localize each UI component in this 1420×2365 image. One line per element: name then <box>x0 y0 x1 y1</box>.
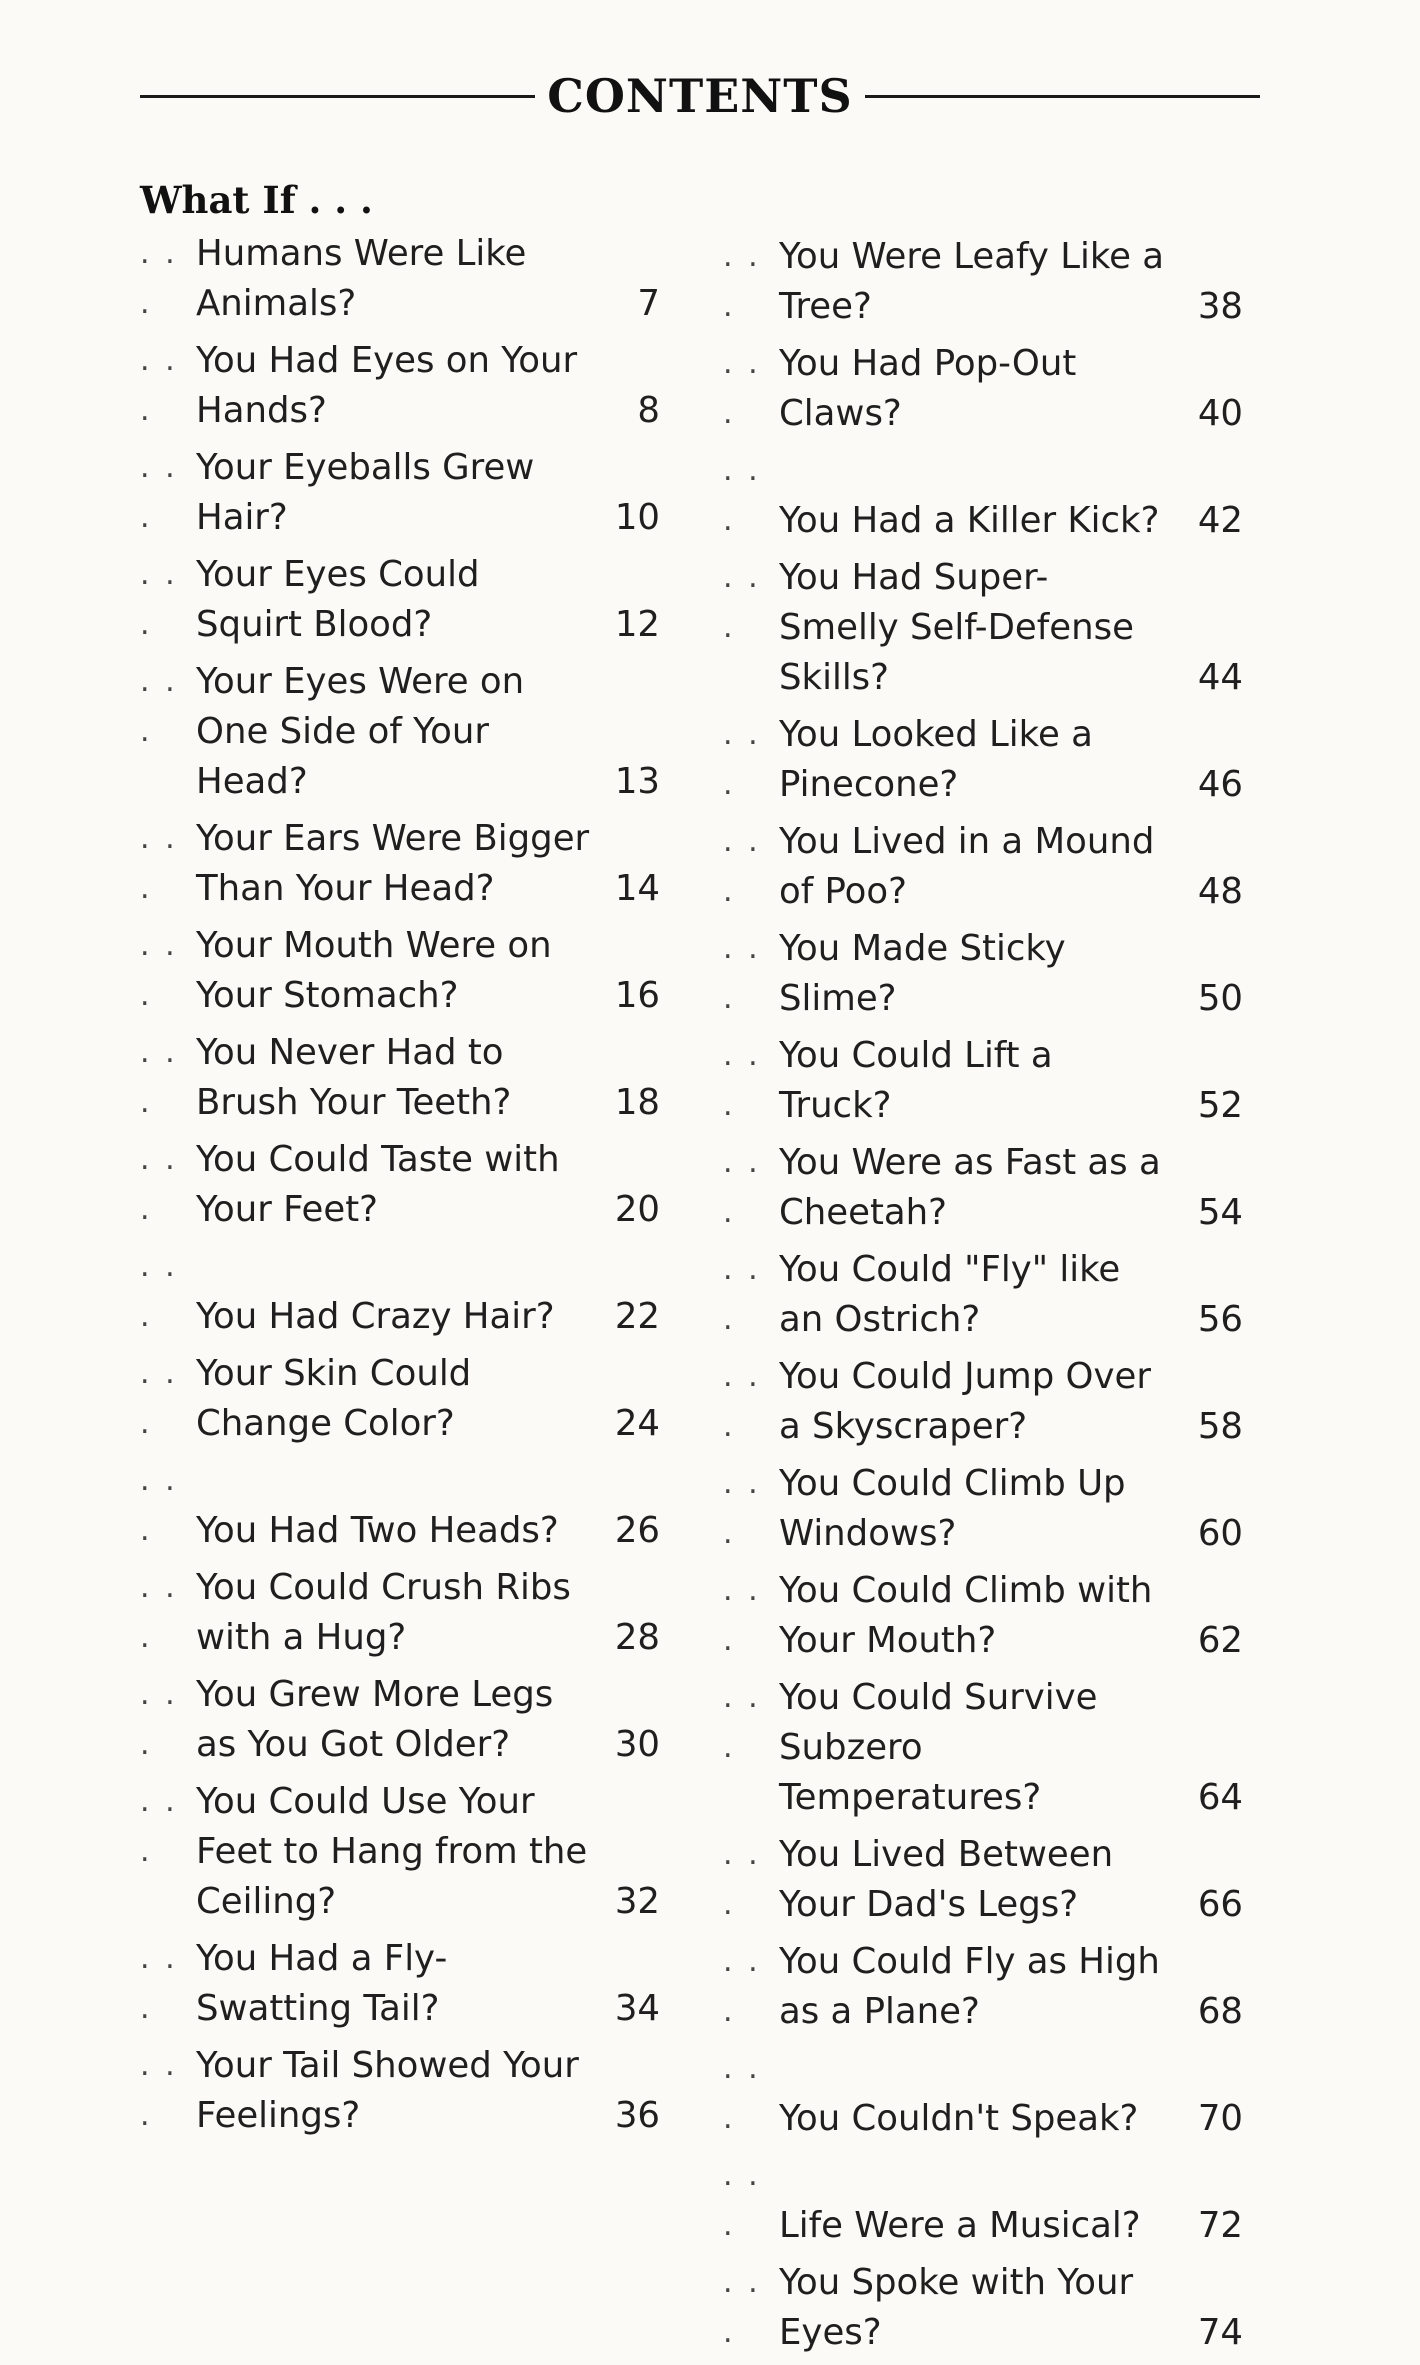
entry-leader-dots: . . . <box>140 1941 178 2026</box>
entry-title: You Had Super-Smelly Self-Defense Skills? <box>779 557 1134 698</box>
entry-title: You Had Pop-Out Claws? <box>779 343 1077 434</box>
toc-entry <box>723 1937 1243 2037</box>
entry-leader-dots: . . . <box>140 1570 178 1655</box>
entry-title: You Had a Fly-Swatting Tail? <box>196 1938 448 2029</box>
entry-page-number: 52 <box>1197 1085 1243 1126</box>
entry-leader-dots: . . . <box>140 1784 178 1869</box>
entry-title: Your Skin Could Change Color? <box>196 1353 472 1444</box>
entry-title: You Were as Fast as a Cheetah? <box>779 1142 1161 1233</box>
entry-title: Your Mouth Were on Your Stomach? <box>196 925 552 1016</box>
entry-leader-dots: . . . <box>723 1944 761 2029</box>
entry-leader-dots: . . . <box>723 2051 761 2136</box>
entry-page-number: 12 <box>614 604 660 645</box>
toc-entry <box>140 1670 660 1770</box>
entry-title: You Were Leafy Like a Tree? <box>779 236 1165 327</box>
contents-header <box>140 66 1260 126</box>
entry-page-number: 20 <box>614 1189 660 1230</box>
entry-title: You Could Climb with Your Mouth? <box>779 1570 1153 1661</box>
entry-page-number: 28 <box>614 1617 660 1658</box>
entry-page-number: 48 <box>1197 871 1243 912</box>
toc-entry <box>140 229 660 329</box>
toc-entry <box>723 1352 1243 1452</box>
entry-title: You Lived in a Mound of Poo? <box>779 821 1155 912</box>
entry-leader-dots: . . . <box>140 1035 178 1120</box>
toc-entry <box>140 1777 660 1927</box>
entry-leader-dots: . . . <box>723 1145 761 1230</box>
toc-entry <box>140 1563 660 1663</box>
entry-page-number: 34 <box>614 1988 660 2029</box>
entry-leader-dots: . . . <box>140 664 178 749</box>
entry-leader-dots: . . . <box>723 560 761 645</box>
toc-entry <box>723 1245 1243 1345</box>
entry-title: Your Eyeballs Grew Hair? <box>196 447 535 538</box>
entry-page-number: 40 <box>1197 393 1243 434</box>
entry-page-number: 16 <box>614 975 660 1016</box>
entry-leader-dots: . . . <box>140 1142 178 1227</box>
toc-entry <box>723 924 1243 1024</box>
entry-leader-dots: . . . <box>723 239 761 324</box>
toc-column-left <box>140 229 660 2148</box>
toc-entry <box>723 710 1243 810</box>
entry-leader-dots: . . . <box>723 1837 761 1922</box>
toc-entry <box>140 1028 660 1128</box>
entry-page-number: 66 <box>1197 1884 1243 1925</box>
entry-leader-dots: . . . <box>723 1252 761 1337</box>
entry-page-number: 44 <box>1197 657 1243 698</box>
header-rule-right <box>865 95 1260 98</box>
entry-page-number: 10 <box>614 497 660 538</box>
entry-title: Your Ears Were Bigger Than Your Head? <box>196 818 590 909</box>
entry-page-number: 30 <box>614 1724 660 1765</box>
entry-title: You Could "Fly" like an Ostrich? <box>779 1249 1121 1340</box>
toc-entry <box>723 232 1243 332</box>
toc-entry <box>140 1349 660 1449</box>
toc-entry <box>723 2258 1243 2358</box>
entry-title: You Spoke with Your Eyes? <box>779 2262 1134 2353</box>
toc-entry <box>140 921 660 1021</box>
entry-title: You Could Use Your Feet to Hang from the Ceiling? <box>196 1781 588 1922</box>
toc-entry <box>140 657 660 807</box>
entry-title: Humans Were Like Animals? <box>196 233 527 324</box>
entry-title: You Made Sticky Slime? <box>779 928 1066 1019</box>
entry-title: You Had Crazy Hair? <box>196 1296 555 1337</box>
entry-title: Your Eyes Were on One Side of Your Head? <box>196 661 525 802</box>
toc-entry <box>723 817 1243 917</box>
entry-page-number: 8 <box>637 390 660 431</box>
entry-leader-dots: . . . <box>723 2265 761 2350</box>
toc-entry <box>140 443 660 543</box>
entry-page-number: 64 <box>1197 1777 1243 1818</box>
entry-title: You Had Eyes on Your Hands? <box>196 340 578 431</box>
entry-page-number: 60 <box>1197 1513 1243 1554</box>
entry-page-number: 22 <box>614 1296 660 1337</box>
entry-page-number: 13 <box>614 761 660 802</box>
page-title: CONTENTS <box>547 69 853 123</box>
entry-title: You Had Two Heads? <box>196 1510 559 1551</box>
section-heading: What If . . . <box>140 178 373 222</box>
entry-leader-dots: . . . <box>140 1249 178 1334</box>
entry-title: You Never Had to Brush Your Teeth? <box>196 1032 512 1123</box>
toc-entry <box>723 1031 1243 1131</box>
entry-leader-dots: . . . <box>723 1466 761 1551</box>
entry-page-number: 42 <box>1197 500 1243 541</box>
entry-page-number: 72 <box>1197 2205 1243 2246</box>
entry-leader-dots: . . . <box>140 821 178 906</box>
entry-title: Life Were a Musical? <box>779 2205 1141 2246</box>
entry-leader-dots: . . . <box>140 343 178 428</box>
entry-title: You Could Fly as High as a Plane? <box>779 1941 1160 2032</box>
entry-title: Your Tail Showed Your Feelings? <box>196 2045 579 2136</box>
entry-page-number: 50 <box>1197 978 1243 1019</box>
entry-page-number: 32 <box>614 1881 660 1922</box>
entry-leader-dots: . . . <box>140 450 178 535</box>
entry-title: You Could Survive Subzero Temperatures? <box>779 1677 1098 1818</box>
entry-title: You Could Taste with Your Feet? <box>196 1139 560 1230</box>
entry-page-number: 38 <box>1197 286 1243 327</box>
entry-leader-dots: . . . <box>723 1359 761 1444</box>
entry-title: You Looked Like a Pinecone? <box>779 714 1093 805</box>
toc-entry <box>723 1830 1243 1930</box>
toc-entry <box>723 1566 1243 1666</box>
entry-page-number: 62 <box>1197 1620 1243 1661</box>
entry-page-number: 18 <box>614 1082 660 1123</box>
entry-leader-dots: . . . <box>723 1573 761 1658</box>
entry-page-number: 7 <box>637 283 660 324</box>
entry-leader-dots: . . . <box>723 2158 761 2243</box>
entry-page-number: 74 <box>1197 2312 1243 2353</box>
entry-page-number: 70 <box>1197 2098 1243 2139</box>
toc-entry <box>723 446 1243 546</box>
entry-page-number: 54 <box>1197 1192 1243 1233</box>
entry-page-number: 24 <box>614 1403 660 1444</box>
entry-leader-dots: . . . <box>723 453 761 538</box>
entry-page-number: 14 <box>614 868 660 909</box>
toc-entry <box>723 553 1243 703</box>
toc-entry <box>723 2044 1243 2144</box>
entry-title: You Had a Killer Kick? <box>779 500 1160 541</box>
toc-entry <box>140 1242 660 1342</box>
entry-leader-dots: . . . <box>723 824 761 909</box>
entry-leader-dots: . . . <box>140 928 178 1013</box>
toc-entry <box>140 550 660 650</box>
entry-leader-dots: . . . <box>140 2048 178 2133</box>
entry-title: You Could Climb Up Windows? <box>779 1463 1126 1554</box>
entry-leader-dots: . . . <box>723 346 761 431</box>
toc-entry <box>140 336 660 436</box>
entry-leader-dots: . . . <box>723 717 761 802</box>
entry-leader-dots: . . . <box>723 1038 761 1123</box>
entry-page-number: 58 <box>1197 1406 1243 1447</box>
entry-title: You Could Jump Over a Skyscraper? <box>779 1356 1151 1447</box>
toc-entry <box>140 2041 660 2141</box>
entry-leader-dots: . . . <box>140 557 178 642</box>
entry-title: Your Eyes Could Squirt Blood? <box>196 554 480 645</box>
toc-entry <box>140 1456 660 1556</box>
toc-column-right <box>723 232 1243 2365</box>
entry-page-number: 26 <box>614 1510 660 1551</box>
entry-leader-dots: . . . <box>140 1677 178 1762</box>
entry-leader-dots: . . . <box>140 1356 178 1441</box>
entry-page-number: 36 <box>614 2095 660 2136</box>
entry-title: You Could Crush Ribs with a Hug? <box>196 1567 571 1658</box>
entry-leader-dots: . . . <box>140 236 178 321</box>
toc-entry <box>723 339 1243 439</box>
entry-page-number: 68 <box>1197 1991 1243 2032</box>
toc-entry <box>723 1673 1243 1823</box>
header-rule-left <box>140 95 535 98</box>
entry-leader-dots: . . . <box>140 1463 178 1548</box>
entry-title: You Couldn't Speak? <box>779 2098 1139 2139</box>
toc-entry <box>723 1459 1243 1559</box>
entry-leader-dots: . . . <box>723 931 761 1016</box>
entry-title: You Could Lift a Truck? <box>779 1035 1053 1126</box>
entry-leader-dots: . . . <box>723 1680 761 1765</box>
toc-entry <box>140 814 660 914</box>
toc-entry <box>723 2151 1243 2251</box>
entry-title: You Lived Between Your Dad's Legs? <box>779 1834 1114 1925</box>
entry-page-number: 46 <box>1197 764 1243 805</box>
entry-page-number: 56 <box>1197 1299 1243 1340</box>
toc-entry <box>140 1934 660 2034</box>
toc-entry <box>140 1135 660 1235</box>
toc-entry <box>723 1138 1243 1238</box>
entry-title: You Grew More Legs as You Got Older? <box>196 1674 554 1765</box>
